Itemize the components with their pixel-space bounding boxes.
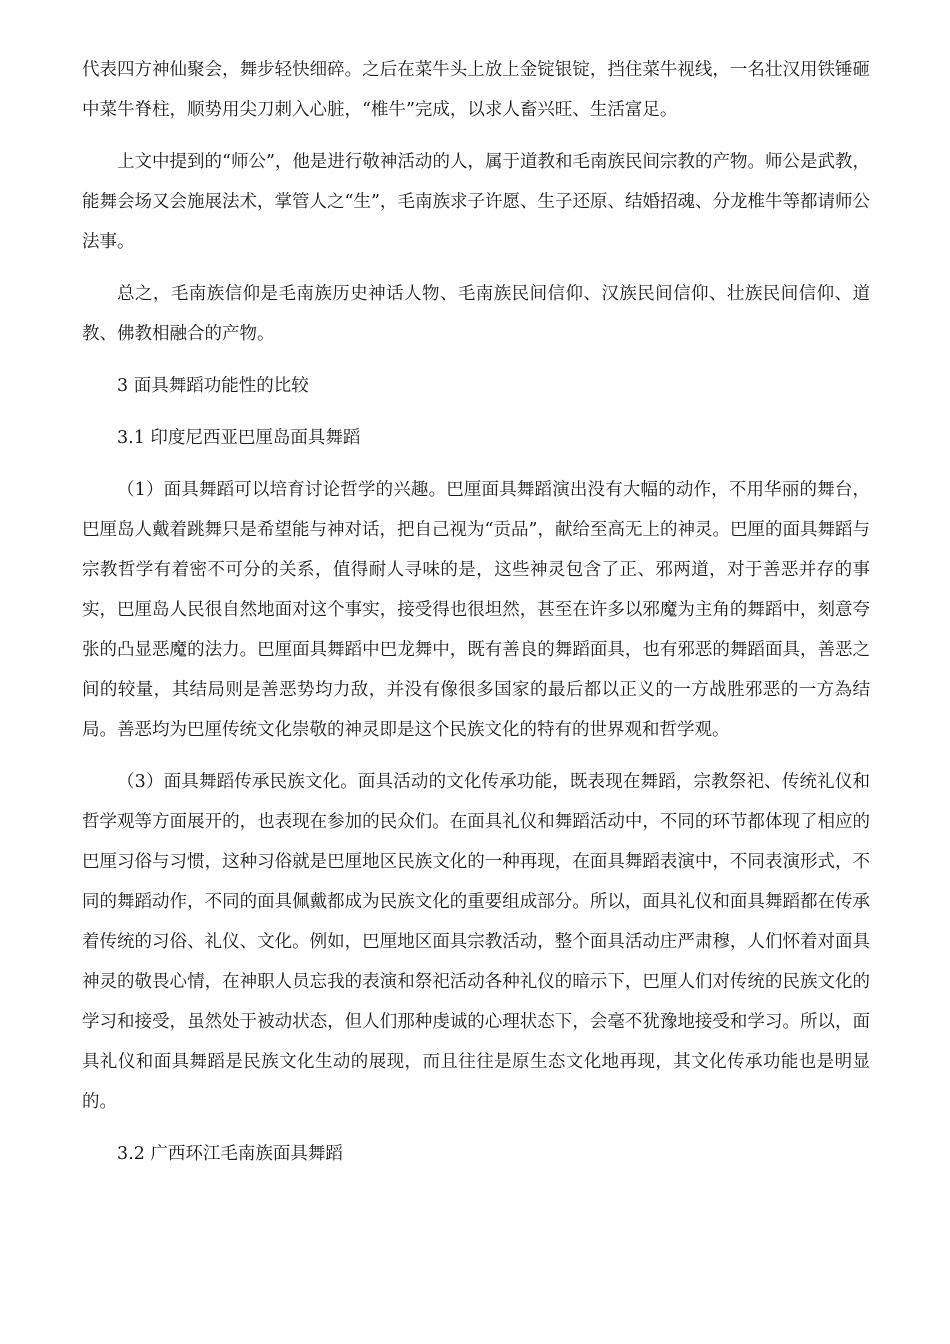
section-heading-3: 3 面具舞蹈功能性的比较 — [117, 376, 309, 396]
document-page — [82, 50, 870, 1174]
paragraph-philosophy: （1）面具舞蹈可以培育讨论哲学的兴趣。巴厘面具舞蹈演出没有大幅的动作，不用华丽的舞台，巴厘岛人戴着跳舞只是希望能与神对话，把自己视为“贡品”，献给至高无上的神灵。巴厘的面具舞蹈与宗教哲学有着密不可分的关系，值得耐人寻味的是，这些神灵包含了正、邪两道，对于善恶并存的事实，巴厘岛人民很自然地面对这个事实，接受得也很坦然，甚至在许多以邪魔为主角的舞蹈中，刻意夸张的凸显恶魔的法力。巴厘面具舞蹈中巴龙舞中，既有善良的舞蹈面具，也有邪恶的舞蹈面具，善恶之间的较量，其结局则是善恶势均力敌，并没有像很多国家的最后都以正义的一方战胜邪恶的一方為结局。善恶均为巴厘传统文化崇敬的神灵即是这个民族文化的特有的世界观和哲学观。 — [82, 480, 870, 740]
section-heading-3-1: 3.1 印度尼西亚巴厘岛面具舞蹈 — [117, 428, 361, 448]
section-heading-3-2: 3.2 广西环江毛南族面具舞蹈 — [117, 1144, 343, 1164]
paragraph-summary: 总之，毛南族信仰是毛南族历史神话人物、毛南族民间信仰、汉族民间信仰、壮族民间信仰、道教、佛教相融合的产物。 — [82, 284, 870, 344]
paragraph-continuation: 代表四方神仙聚会，舞步轻快细碎。之后在菜牛头上放上金锭银锭，挡住菜牛视线，一名壮汉用铁锤砸中菜牛脊柱，顺势用尖刀刺入心脏，“椎牛”完成，以求人畜兴旺、生活富足。 — [82, 60, 870, 120]
paragraph-shigong: 上文中提到的“师公”，他是进行敬神活动的人，属于道教和毛南族民间宗教的产物。师公是武教，能舞会场又会施展法术，掌管人之“生”，毛南族求子许愿、生子还原、结婚招魂、分龙椎牛等都请师公法事。 — [82, 152, 870, 252]
paragraph-culture: （3）面具舞蹈传承民族文化。面具活动的文化传承功能，既表现在舞蹈，宗教祭祀、传统礼仪和哲学观等方面展开的，也表现在参加的民众们。在面具礼仪和舞蹈活动中，不同的环节都体现了相应的巴厘习俗与习惯，这种习俗就是巴厘地区民族文化的一种再现，在面具舞蹈表演中，不同表演形式，不同的舞蹈动作，不同的面具佩戴都成为民族文化的重要组成部分。所以，面具礼仪和面具舞蹈都在传承着传统的习俗、礼仪、文化。例如，巴厘地区面具宗教活动，整个面具活动庄严肃穆，人们怀着对面具神灵的敬畏心情，在神职人员忘我的表演和祭祀活动各种礼仪的暗示下，巴厘人们对传统的民族文化的学习和接受，虽然处于被动状态，但人们那种虔诚的心理状态下，会毫不犹豫地接受和学习。所以，面具礼仪和面具舞蹈是民族文化生动的展现，而且往往是原生态文化地再现，其文化传承功能也是明显的。 — [82, 772, 870, 1112]
